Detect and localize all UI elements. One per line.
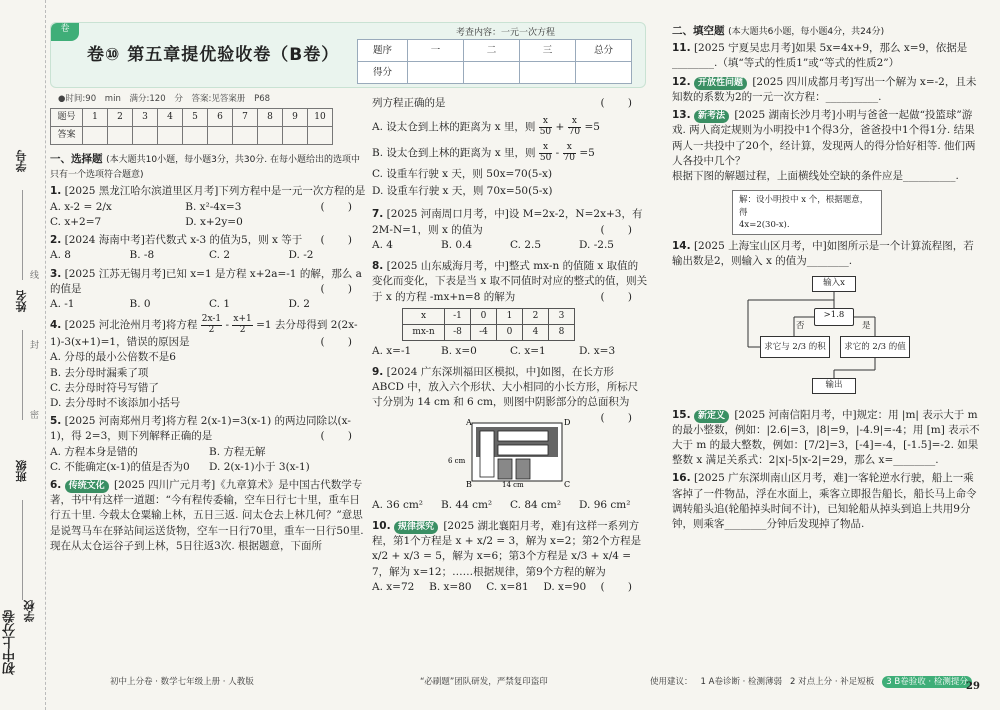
usage-step: 1 A卷诊断 · 检测薄弱 — [700, 677, 783, 687]
question-text: =1 去分母得到 2(2x-1)-3(x+1)=1，错误的原因是 — [50, 319, 358, 349]
option[interactable]: B. 0 — [129, 297, 151, 310]
question-number-cell: 7 — [233, 109, 258, 127]
option[interactable]: A. -1 — [50, 297, 75, 310]
answer-table-label: 答案 — [51, 127, 83, 145]
table-cell: 8 — [549, 324, 575, 340]
option[interactable]: B. x²-4x=3 — [185, 200, 242, 213]
answer-paren[interactable]: ( ) — [600, 580, 642, 593]
table-cell: 1 — [497, 308, 523, 324]
score-header: 总分 — [576, 40, 632, 62]
table-cell: 2 — [523, 308, 549, 324]
question-number-cell: 6 — [208, 109, 233, 127]
option-list — [372, 498, 648, 513]
question-text: [2025 河北沧州月考]将方程 — [64, 319, 198, 332]
fraction — [539, 117, 552, 137]
fraction — [232, 315, 252, 335]
question-tag: 新考法 — [694, 110, 729, 123]
question-text[interactable]: [2025 宁夏吴忠月考]如果 5x=4x+9，那么 x=9，依据是________.（填“等式的性质1”或“等式的性质2”） — [672, 42, 968, 70]
option[interactable]: D. 96 cm² — [579, 498, 631, 511]
table-cell: mx-n — [403, 324, 445, 340]
section-note: (本大题共6小题，每小题4分，共24分) — [728, 27, 885, 37]
option-list — [372, 238, 648, 253]
score-header: 三 — [520, 40, 576, 62]
question-text: [2025 黑龙江哈尔滨道里区月考]下列方程中是一元一次方程的是 — [64, 185, 366, 198]
question-number: 14. — [672, 240, 691, 253]
vertex-label: A — [466, 417, 472, 427]
question-number: 1. — [50, 185, 62, 198]
answer-cell[interactable] — [83, 127, 108, 145]
question-tag: 新定义 — [694, 410, 729, 423]
question-text: [2025 湖南长沙月考]小明与爸爸一起做“投篮球”游戏. 两人商定规则为小明投中1个得3分，爸爸投中1个得1分. 结果两人一共投中了20个，经计算，发现两人的得分恰好相等. 他们两人各投中几个？ — [672, 109, 976, 167]
solution-hint-box — [732, 190, 882, 235]
question-number-cell: 9 — [283, 109, 308, 127]
exam-meta — [58, 93, 270, 105]
school-label: 学校 — [23, 600, 36, 622]
answer-paren[interactable]: ( ) — [600, 97, 642, 109]
exam-content: 考查内容：一元一次方程 — [456, 28, 556, 38]
option-label: B. 设太仓到上林的距离为 x 里，则 — [372, 147, 536, 160]
option[interactable]: A. x=-1 — [372, 344, 412, 357]
bind-line — [22, 330, 23, 420]
option[interactable]: D. 2 — [288, 297, 310, 310]
question-tag: 开放性问题 — [694, 77, 747, 90]
binding-strip — [0, 0, 46, 710]
denominator: 2 — [239, 324, 246, 335]
question-text[interactable]: [2025 广东深圳南山区月考，难]一客轮逆水行驶，船上一乘客掉了一件物品，浮在水面上，乘客立即报告船长，船长马上命令调转船头追(轮船掉头时间不计)，已知轮船从掉头到追上共用9分钟，则乘客________分钟后发现掉了物品. — [672, 472, 977, 531]
column-3 — [672, 24, 980, 535]
answer-paren[interactable]: ( ) — [600, 223, 642, 236]
denominator: 70 — [563, 152, 575, 163]
question-text: [2025 江苏无锡月考]已知 x=1 是方程 x+2a=-1 的解，那么 a 的值是 — [50, 267, 362, 295]
answer-cell[interactable] — [283, 127, 308, 145]
page-number: 29 — [966, 681, 980, 692]
flow-right-box: 求它的 2/3 的值 — [840, 336, 910, 358]
option[interactable]: B. -8 — [129, 249, 155, 262]
numerator: x — [539, 117, 552, 127]
option-list — [50, 200, 320, 230]
denominator: 70 — [568, 126, 581, 137]
column-1 — [50, 152, 368, 557]
footer-right — [650, 676, 972, 688]
question-text[interactable]: [2025 四川成都月考]写出一个解为 x=-2，且未知数的系数为2的一元一次方程：__________. — [672, 75, 977, 103]
equation-tail: =5 — [579, 147, 595, 160]
score-cell[interactable] — [576, 62, 632, 84]
question-10 — [372, 519, 648, 595]
option[interactable]: C. 不能确定(x-1)的值是否为0 — [50, 460, 190, 473]
option-list — [50, 350, 368, 411]
answer-paren[interactable]: ( ) — [600, 411, 642, 424]
option[interactable]: C. 2.5 — [510, 238, 542, 251]
bind-line — [22, 190, 23, 280]
section-title — [50, 152, 368, 182]
option[interactable]: A. 方程本身是错的 — [50, 445, 138, 458]
option-list — [372, 580, 600, 595]
equation-tail: =5 — [584, 121, 600, 134]
table-cell: -1 — [445, 308, 471, 324]
question-8 — [372, 259, 648, 359]
table-cell: 4 — [523, 324, 549, 340]
option[interactable]: B. 方程无解 — [209, 445, 266, 458]
cut-mark-secret: 密 — [30, 411, 40, 421]
question-number-cell: 1 — [83, 109, 108, 127]
full-score-info: 满分:120 分 — [129, 94, 183, 104]
question-1 — [50, 184, 368, 230]
table-cell: 0 — [497, 324, 523, 340]
question-number: 3. — [50, 267, 62, 280]
option[interactable]: A. x-2 = 2/x — [50, 200, 112, 213]
option[interactable]: D. x+2y=0 — [185, 215, 243, 228]
option[interactable]: A. 36 cm² — [372, 498, 424, 511]
question-text: [2024 广东深圳福田区模拟，中]如图，在长方形 ABCD 中，放入六个形状、大小相同的小长方形，所标尺寸分别为 14 cm 和 6 cm，则图中阴影部分的总面积为 — [372, 365, 639, 409]
question-text[interactable]: [2025 上海宝山区月考，中]如图所示是一个计算流程图，若输出数是2，则输入 x 的值为________. — [672, 240, 974, 268]
flowchart — [672, 274, 980, 404]
question-number: 13. — [672, 109, 691, 122]
flow-output: 输出 — [812, 378, 856, 394]
usage-label: 使用建议： — [650, 677, 693, 687]
question-text: [2025 山东威海月考，中]整式 mx-n 的值随 x 取值的变化而变化，下表是当 x 取不同值时对应的整式的值，则关于 x 的方程 -mx+n=8 的解为 — [372, 260, 648, 303]
answer-cell[interactable] — [233, 127, 258, 145]
flow-no-label: 否 — [796, 320, 805, 331]
question-tag: 规律探究 — [394, 521, 438, 534]
question-number: 10. — [372, 520, 391, 533]
section-title — [672, 24, 980, 39]
question-number: 8. — [372, 260, 384, 273]
question-4 — [50, 315, 368, 411]
bind-line — [22, 500, 23, 600]
option[interactable] — [372, 117, 648, 137]
question-number-cell: 4 — [158, 109, 183, 127]
vertex-label: D — [564, 417, 571, 427]
numerator: x — [539, 143, 552, 153]
question-text[interactable]: [2025 河南信阳月考，中]规定：用 |m| 表示大于 m 的最小整数，例如：|2.6|=3，|8|=9，|-4.9|=-4；用 [m] 表示不大于 m 的最大整数，例如：[7/2]=3，[-4]=-4，[-1.5]=-2. 如果整数 x 满足关系式：2|x|-5|x-2|=29，那么 x=________. — [672, 408, 980, 467]
question-5 — [50, 414, 368, 475]
paper-tag: 卷 — [51, 23, 79, 41]
small-rectangle — [498, 431, 548, 441]
question-number-cell: 8 — [258, 109, 283, 127]
numerator: x+1 — [233, 314, 252, 325]
option[interactable] — [372, 143, 648, 163]
flow-yes-label: 是 — [862, 320, 871, 331]
answer-table — [50, 108, 333, 145]
option[interactable]: C. 1 — [209, 297, 231, 310]
option[interactable]: A. 分母的最小公倍数不是6 — [50, 351, 176, 364]
flow-left-box: 求它与 2/3 的积 — [760, 336, 830, 358]
option[interactable]: C. x+2=7 — [50, 215, 102, 228]
question-number: 9. — [372, 365, 384, 378]
option[interactable]: A. 8 — [50, 249, 71, 262]
numerator: x — [568, 117, 581, 127]
footer-center: “必刷题”团队研发，严禁复印盗印 — [420, 677, 548, 687]
answer-paren[interactable]: ( ) — [320, 430, 362, 443]
option[interactable]: D. -2.5 — [579, 238, 614, 251]
option[interactable]: B. x=80 — [429, 580, 472, 593]
hint-line: 解：设小明投中 x 个，根据题意，得 — [739, 195, 869, 218]
question-text[interactable]: 根据下图的解题过程，上面横线处空缺的条件应是__________. — [672, 169, 959, 182]
section-heading: 二、填空题 — [672, 25, 725, 37]
section-note: (本大题共10小题，每小题3分，共30分. 在每小题给出的选项中只有一个选项符合题意) — [50, 155, 361, 181]
option[interactable]: C. 2 — [209, 249, 231, 262]
operator: + — [555, 121, 565, 134]
question-text: [2025 河南周口月考，中]设 M=2x-2，N=2x+3，有 2M-N=1，则 x 的值为 — [372, 208, 643, 236]
question-number: 15. — [672, 408, 691, 421]
question-number: 6. — [50, 479, 62, 492]
answer-cell[interactable] — [183, 127, 208, 145]
question-3 — [50, 267, 368, 313]
table-cell: -4 — [471, 324, 497, 340]
option[interactable]: C. x=81 — [486, 580, 529, 593]
column-2 — [372, 96, 648, 598]
student-id-label: 学号 — [15, 150, 28, 172]
brand-vertical: 初中上分卷 — [3, 610, 18, 675]
question-6 — [50, 478, 368, 554]
question-number: 4. — [50, 319, 62, 332]
shaded-small-rectangle — [498, 459, 512, 479]
score-header: 二 — [464, 40, 520, 62]
answer-cell[interactable] — [108, 127, 133, 145]
small-rectangle — [480, 431, 494, 477]
operator: - — [225, 319, 230, 332]
question-7 — [372, 207, 648, 253]
question-14 — [672, 239, 980, 403]
vertex-label: C — [564, 479, 571, 489]
answer-cell[interactable] — [133, 127, 158, 145]
question-number: 7. — [372, 208, 384, 221]
answer-info: 答案:见答案册 P68 — [191, 94, 271, 104]
option[interactable]: C. x=1 — [510, 344, 546, 357]
score-header: 题序 — [358, 40, 408, 62]
option[interactable]: D. x=3 — [579, 344, 616, 357]
option[interactable]: A. 4 — [372, 238, 393, 251]
footer-left: 初中上分卷 · 数学七年级上册 · 人教版 — [110, 677, 254, 687]
question-tag: 传统文化 — [65, 480, 109, 493]
operator: - — [555, 147, 560, 160]
fraction — [201, 315, 222, 335]
shaded-small-rectangle — [516, 459, 530, 479]
question-12 — [672, 75, 980, 105]
answer-paren[interactable]: ( ) — [320, 234, 362, 247]
question-16 — [672, 471, 980, 532]
flow-arrows — [672, 274, 972, 404]
table-cell: 3 — [549, 308, 575, 324]
answer-paren[interactable]: ( ) — [320, 336, 362, 349]
table-cell: -8 — [445, 324, 471, 340]
page-title: 卷⑩ 第五章提优验收卷（B卷） — [87, 45, 340, 65]
score-cell[interactable] — [408, 62, 464, 84]
fraction — [568, 117, 581, 137]
question-text: [2025 河南郑州月考]将方程 2(x-1)=3(x-1) 的两边同除以(x-1)，得 2=3，则下列解释正确的是 — [50, 415, 351, 443]
option[interactable]: A. x=72 — [372, 580, 415, 593]
option[interactable]: D. x=90 — [543, 580, 587, 593]
option[interactable]: C. 去分母时符号写错了 — [50, 381, 159, 394]
denominator: 50 — [539, 152, 552, 163]
option[interactable]: D. 设重车行驶 x 天，则 70x=50(5-x) — [372, 185, 553, 198]
exam-header — [50, 22, 646, 88]
answer-paren[interactable]: ( ) — [600, 290, 642, 303]
option-list — [50, 297, 368, 312]
table-cell: 0 — [471, 308, 497, 324]
score-row-label: 得分 — [358, 62, 408, 84]
flow-condition: >1.8 — [814, 308, 854, 326]
option-label: A. 设太仓到上林的距离为 x 里，则 — [372, 121, 536, 134]
denominator: 2 — [208, 324, 215, 335]
answer-cell[interactable] — [258, 127, 283, 145]
option[interactable]: D. -2 — [288, 249, 314, 262]
score-cell[interactable] — [520, 62, 576, 84]
answer-cell[interactable] — [208, 127, 233, 145]
cut-mark-line: 线 — [30, 271, 40, 281]
question-13 — [672, 108, 980, 235]
numerator: x — [563, 143, 576, 153]
question-11 — [672, 41, 980, 71]
answer-cell[interactable] — [158, 127, 183, 145]
option[interactable]: B. x=0 — [441, 344, 477, 357]
option[interactable]: C. 84 cm² — [510, 498, 562, 511]
answer-paren[interactable]: ( ) — [320, 282, 362, 295]
question-text: [2024 海南中考]若代数式 x-3 的值为5，则 x 等于 — [64, 234, 303, 247]
table-cell: x — [403, 308, 445, 324]
question-text: [2025 湖北襄阳月考，难]有这样一系列方程，第1个方程是 x + x/2 = 3，解为 x=2；第2个方程是 x/2 + x/3 = 5，解为 x=6；第3个方程是 x/3 + x/4 = 7，解为 x=12；……根据规律，第9个方程的解为 — [372, 520, 642, 578]
dimension-label: 6 cm — [448, 456, 466, 465]
option-list — [372, 344, 648, 359]
question-number-cell: 3 — [133, 109, 158, 127]
question-number: 5. — [50, 415, 62, 428]
option-list — [50, 445, 368, 475]
score-header: 一 — [408, 40, 464, 62]
fraction — [539, 143, 552, 163]
fraction — [563, 143, 576, 163]
denominator: 50 — [539, 126, 552, 137]
question-6-continued — [372, 96, 648, 199]
usage-step: 2 对点上分 · 补足短板 — [790, 677, 875, 687]
question-number: 16. — [672, 472, 691, 485]
score-table — [357, 39, 632, 84]
class-label: 班级 — [15, 460, 28, 482]
answer-table-label: 题号 — [51, 109, 83, 127]
score-cell[interactable] — [464, 62, 520, 84]
answer-paren[interactable]: ( ) — [320, 200, 362, 213]
question-number: 2. — [50, 234, 62, 247]
question-number: 12. — [672, 75, 691, 88]
question-text: [2025 四川广元月考]《九章算术》是中国古代数学专著，书中有这样一道题：“今有程传委输，空车日行七十里，重车日行五十里. 今载太仓粟输上林，五日三返. 问太仓去上林几何？”意思是说驾马车在驿站间运送货物，空车一日行70里，重车一日行50里. 现在从太仓运谷子到上林，5日往返3次. 根据题意，下面所 — [50, 479, 364, 552]
value-table — [402, 308, 575, 341]
question-number-cell: 10 — [308, 109, 333, 127]
section-heading: 一、选择题 — [50, 153, 103, 165]
flow-input: 输入x — [812, 276, 856, 292]
question-9 — [372, 365, 648, 513]
answer-cell[interactable] — [308, 127, 333, 145]
hint-line: 4x=2(30-x). — [739, 219, 790, 230]
question-number-cell: 5 — [183, 109, 208, 127]
name-label: 姓名 — [15, 290, 28, 312]
time-info: ●时间:90 min — [58, 94, 121, 104]
dimension-label: 14 cm — [502, 480, 524, 489]
question-number-cell: 2 — [108, 109, 133, 127]
option[interactable]: B. 去分母时漏乘了项 — [50, 366, 149, 379]
question-number: 11. — [672, 42, 691, 55]
rectangle-diagram — [448, 417, 572, 489]
option[interactable]: B. 0.4 — [441, 238, 473, 251]
question-15 — [672, 408, 980, 469]
option-list — [50, 248, 368, 263]
question-text: 列方程正确的是 — [372, 97, 446, 109]
vertex-label: B — [466, 479, 472, 489]
numerator: 2x-1 — [201, 314, 222, 325]
option[interactable]: D. 2(x-1)小于 3(x-1) — [209, 460, 310, 473]
option[interactable]: D. 去分母时不该添加小括号 — [50, 396, 181, 409]
cut-mark-seal: 封 — [30, 341, 40, 351]
question-2 — [50, 233, 368, 263]
small-rectangle — [498, 445, 548, 455]
option[interactable]: B. 44 cm² — [441, 498, 493, 511]
usage-step: 3 B卷验收 · 检测提分 — [882, 676, 972, 688]
option[interactable]: C. 设重车行驶 x 天，则 50x=70(5-x) — [372, 167, 553, 180]
